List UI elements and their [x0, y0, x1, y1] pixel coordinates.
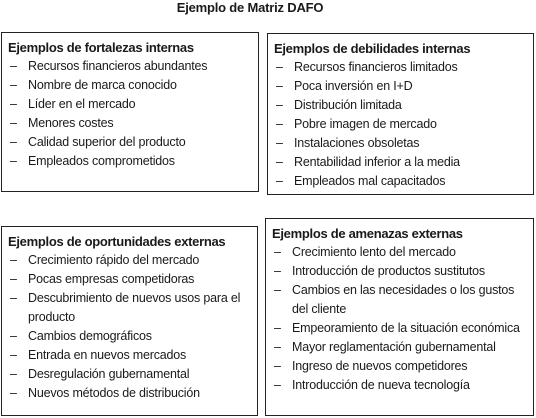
dash-bullet: – — [10, 116, 17, 130]
dash-bullet: – — [276, 174, 283, 188]
list-item — [274, 58, 527, 77]
threats-list — [272, 243, 527, 395]
list-item — [274, 77, 527, 96]
list-item — [274, 172, 527, 191]
opportunity-item-text: Nuevos métodos de distribución — [28, 386, 200, 400]
dash-bullet: – — [274, 245, 281, 259]
list-item — [8, 152, 252, 171]
list-item — [8, 327, 251, 346]
list-item — [272, 338, 527, 357]
opportunities-heading: Ejemplos de oportunidades externas — [8, 234, 226, 249]
strengths-list — [8, 57, 252, 171]
dash-bullet: – — [274, 359, 281, 373]
list-item — [274, 153, 527, 172]
dash-bullet: – — [10, 329, 17, 343]
threats-box — [265, 218, 534, 416]
dash-bullet: – — [274, 264, 281, 278]
dash-bullet: – — [276, 60, 283, 74]
weakness-item-text: Empleados mal capacitados — [294, 174, 446, 188]
strength-item-text: Nombre de marca conocido — [28, 78, 177, 92]
opportunity-item-text: Desregulación gubernamental — [28, 367, 190, 381]
dash-bullet: – — [274, 378, 281, 392]
weaknesses-list — [274, 58, 527, 191]
weakness-item-text: Rentabilidad inferior a la media — [294, 155, 460, 169]
threat-item-text: Ingreso de nuevos competidores — [292, 359, 468, 373]
opportunity-item-text: Descubrimiento de nuevos usos para el producto — [28, 291, 241, 324]
opportunity-item-text: Pocas empresas competidoras — [28, 272, 195, 286]
dash-bullet: – — [10, 78, 17, 92]
list-item — [8, 76, 252, 95]
opportunities-box — [1, 226, 258, 416]
list-item — [272, 376, 527, 395]
dash-bullet: – — [276, 79, 283, 93]
list-item — [8, 384, 251, 403]
list-item — [8, 346, 251, 365]
list-item — [8, 57, 252, 76]
list-item — [272, 357, 527, 376]
threat-item-text: Crecimiento lento del mercado — [292, 245, 456, 259]
threat-item-text: Introducción de nueva tecnología — [292, 378, 470, 392]
opportunity-item-text: Crecimiento rápido del mercado — [28, 253, 200, 267]
list-item — [8, 133, 252, 152]
list-item — [8, 95, 252, 114]
list-item — [8, 270, 251, 289]
strength-item-text: Menores costes — [28, 116, 114, 130]
dash-bullet: – — [10, 59, 17, 73]
weaknesses-box — [267, 33, 534, 195]
list-item — [274, 96, 527, 115]
dash-bullet: – — [276, 155, 283, 169]
dash-bullet: – — [10, 154, 17, 168]
strength-item-text: Recursos financieros abundantes — [28, 59, 208, 73]
threats-heading: Ejemplos de amenazas externas — [272, 226, 463, 241]
list-item — [272, 243, 527, 262]
list-item — [272, 262, 527, 281]
list-item — [8, 365, 251, 384]
opportunities-list — [8, 251, 251, 403]
dash-bullet: – — [274, 321, 281, 335]
list-item — [274, 134, 527, 153]
dash-bullet: – — [10, 348, 17, 362]
dash-bullet: – — [10, 291, 17, 305]
list-item — [8, 289, 251, 327]
list-item — [274, 115, 527, 134]
weakness-item-text: Pobre imagen de mercado — [294, 117, 437, 131]
strength-item-text: Calidad superior del producto — [28, 135, 186, 149]
list-item — [8, 251, 251, 270]
dash-bullet: – — [274, 340, 281, 354]
list-item — [272, 281, 527, 319]
list-item — [272, 319, 527, 338]
dash-bullet: – — [10, 386, 17, 400]
strength-item-text: Empleados comprometidos — [28, 154, 175, 168]
strengths-box — [1, 32, 259, 192]
dash-bullet: – — [10, 272, 17, 286]
strengths-heading: Ejemplos de fortalezas internas — [8, 40, 194, 55]
dash-bullet: – — [10, 135, 17, 149]
list-item — [8, 114, 252, 133]
strength-item-text: Líder en el mercado — [28, 97, 136, 111]
dash-bullet: – — [274, 283, 281, 297]
weakness-item-text: Recursos financieros limitados — [294, 60, 458, 74]
weaknesses-heading: Ejemplos de debilidades internas — [274, 41, 471, 56]
threat-item-text: Introducción de productos sustitutos — [292, 264, 485, 278]
dash-bullet: – — [10, 97, 17, 111]
threat-item-text: Empeoramiento de la situación económica — [292, 321, 520, 335]
weakness-item-text: Poca inversión en I+D — [294, 79, 413, 93]
threat-item-text: Cambios en las necesidades o los gustos del cliente — [292, 283, 515, 316]
dash-bullet: – — [10, 367, 17, 381]
page-title: Ejemplo de Matriz DAFO — [176, 0, 324, 15]
opportunity-item-text: Cambios demográficos — [28, 329, 152, 343]
weakness-item-text: Instalaciones obsoletas — [294, 136, 420, 150]
dash-bullet: – — [10, 253, 17, 267]
threat-item-text: Mayor reglamentación gubernamental — [292, 340, 496, 354]
dash-bullet: – — [276, 136, 283, 150]
dash-bullet: – — [276, 117, 283, 131]
dash-bullet: – — [276, 98, 283, 112]
opportunity-item-text: Entrada en nuevos mercados — [28, 348, 187, 362]
weakness-item-text: Distribución limitada — [294, 98, 402, 112]
